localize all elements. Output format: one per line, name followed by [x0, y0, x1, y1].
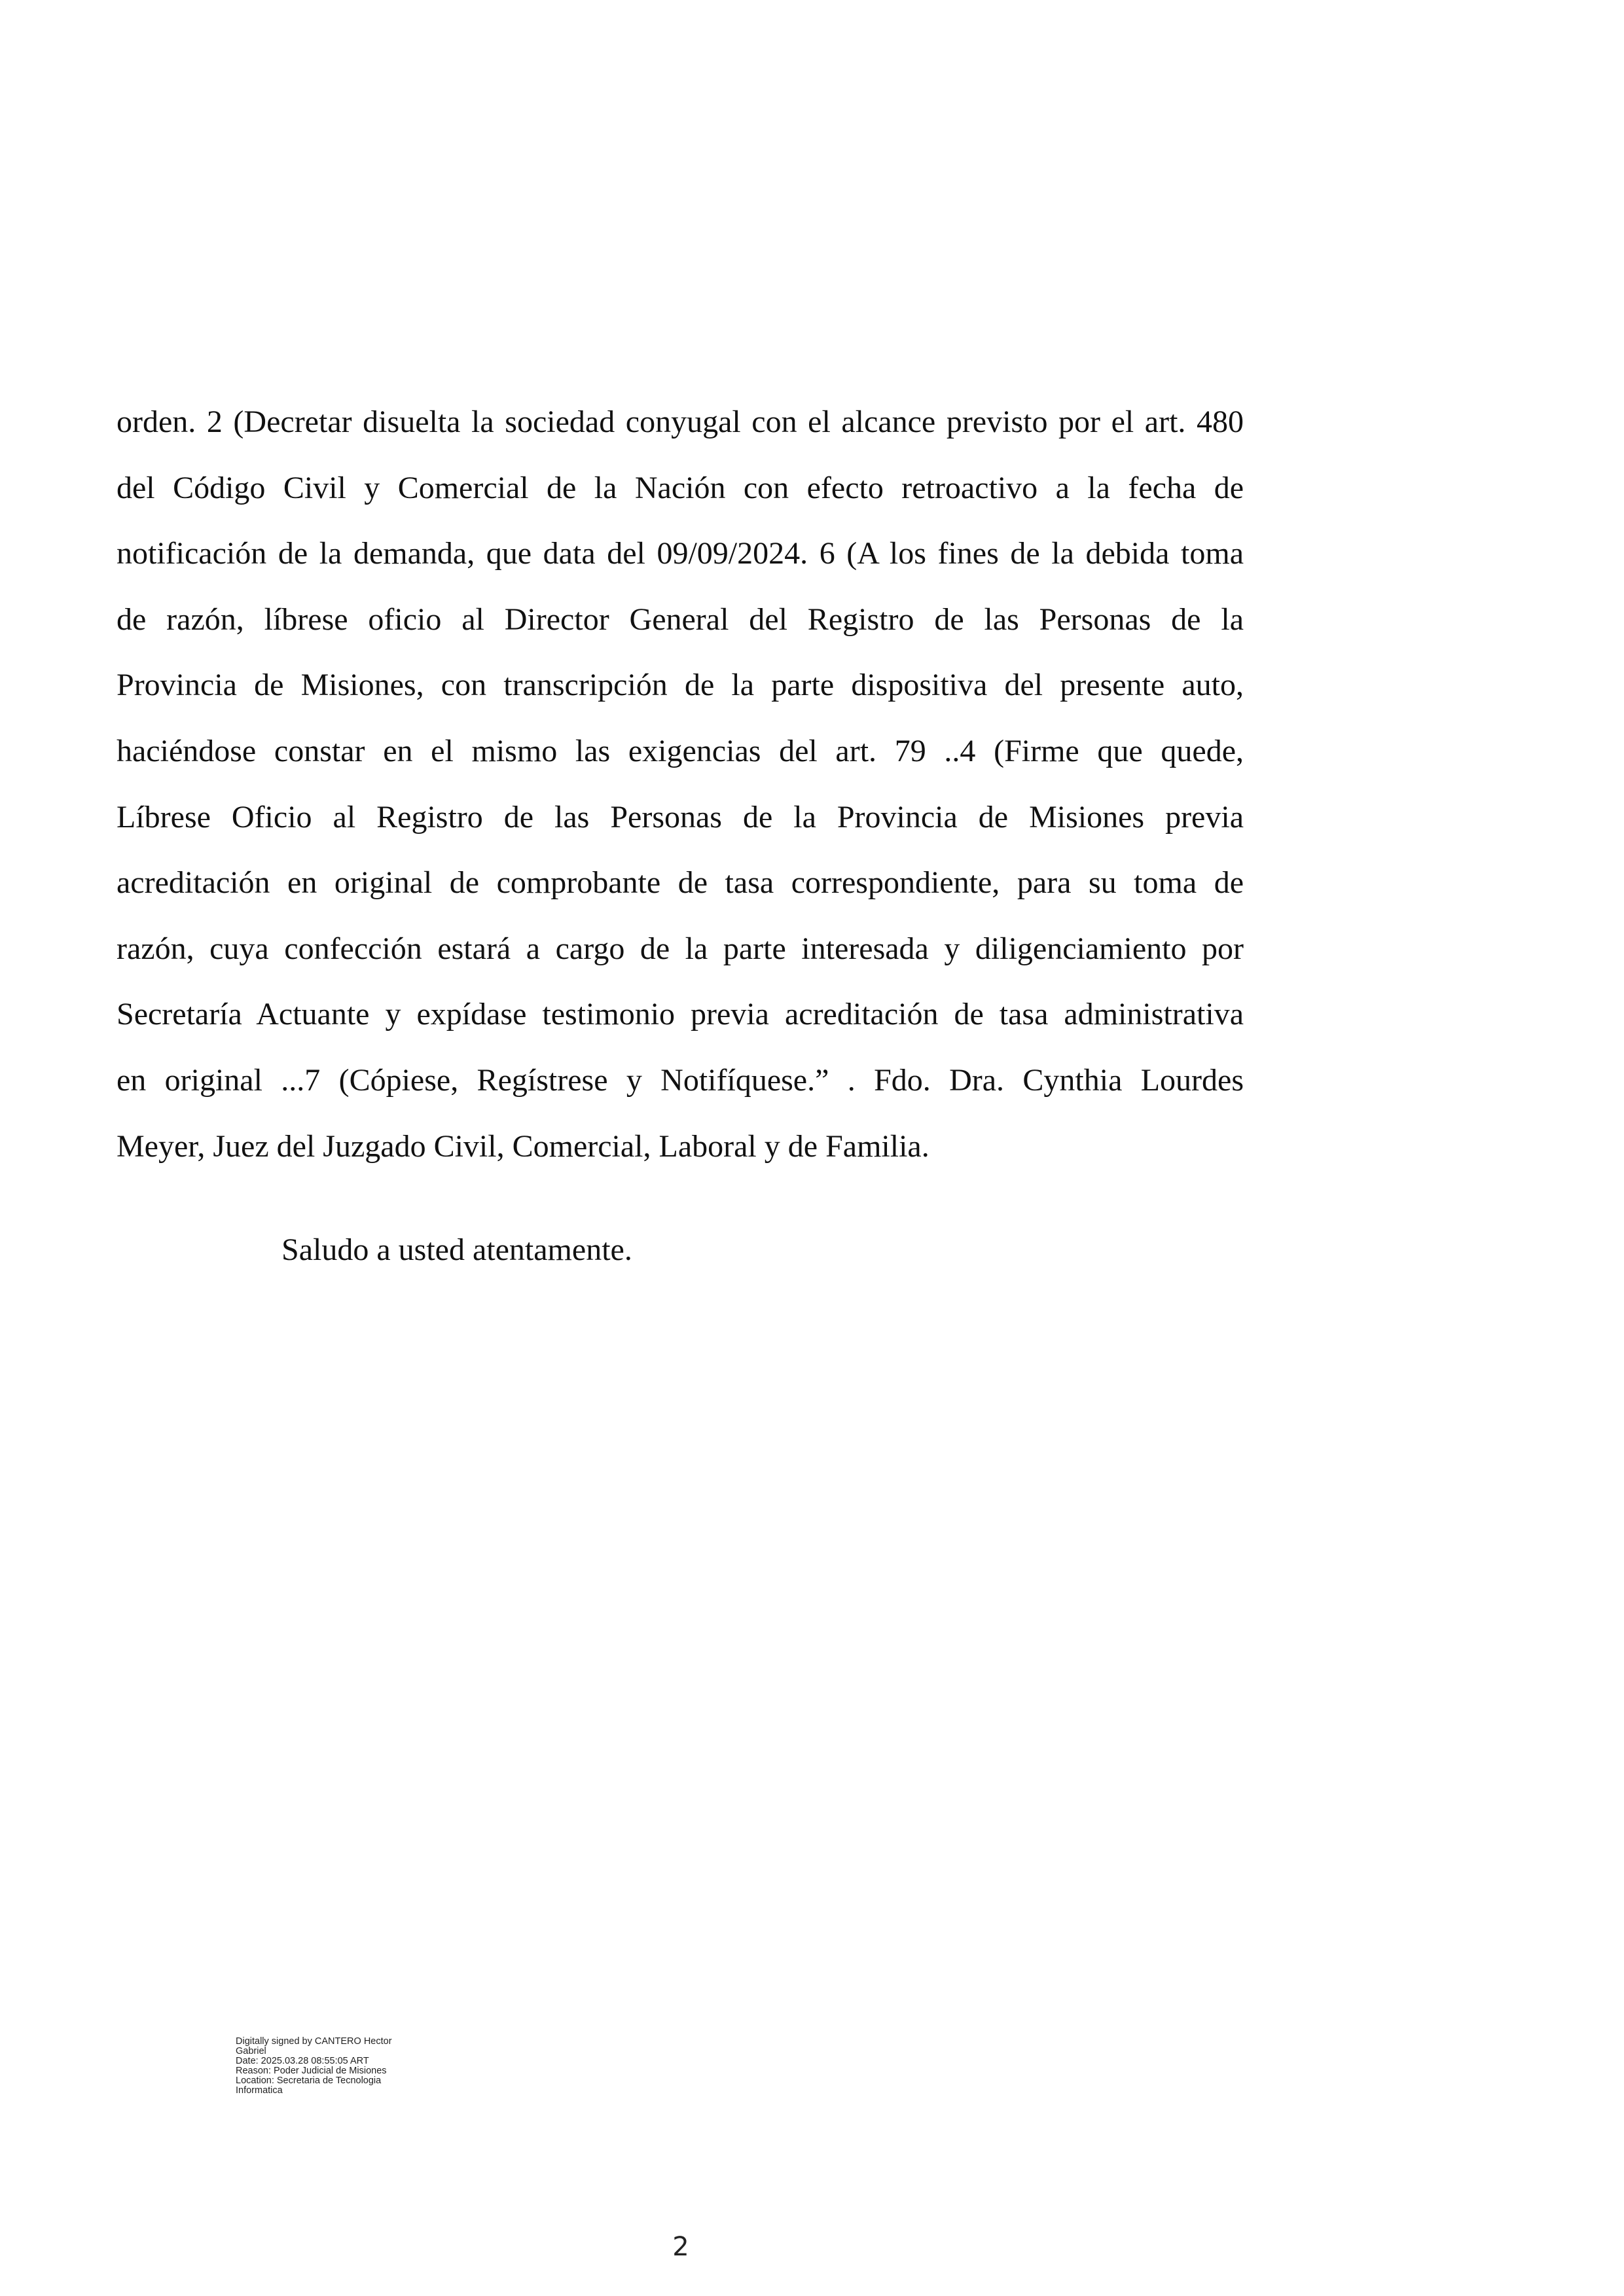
- body-line: razón, cuya confección estará a cargo de la parte interesada y diligenciamiento por: [117, 931, 1244, 966]
- body-line: en original ...7 (Cópiese, Regístrese y Notifíquese.” . Fdo. Dra. Cynthia Lourdes: [117, 1062, 1244, 1098]
- body-line: acreditación en original de comprobante de tasa correspondiente, para su toma de: [117, 865, 1244, 901]
- signature-line: Date: 2025.03.28 08:55:05 ART: [236, 2056, 369, 2066]
- signature-line: Informatica: [236, 2085, 283, 2096]
- page-number: 2: [672, 2232, 689, 2262]
- signature-line: Digitally signed by CANTERO Hector: [236, 2036, 392, 2047]
- signature-line: Reason: Poder Judicial de Misiones: [236, 2066, 387, 2076]
- body-line: Secretaría Actuante y expídase testimonio previa acreditación de tasa administrativa: [117, 997, 1244, 1032]
- closing-salutation: Saludo a usted atentamente.: [281, 1232, 632, 1267]
- body-line: Provincia de Misiones, con transcripción de la parte dispositiva del presente auto,: [117, 668, 1244, 703]
- body-line: del Código Civil y Comercial de la Nación con efecto retroactivo a la fecha de: [117, 470, 1244, 505]
- digital-signature-block: [236, 2037, 445, 2096]
- body-line: haciéndose constar en el mismo las exigencias del art. 79 ..4 (Firme que quede,: [117, 733, 1244, 768]
- signature-line: Gabriel: [236, 2046, 266, 2056]
- body-line: de razón, líbrese oficio al Director General del Registro de las Personas de la: [117, 601, 1244, 637]
- body-line: Meyer, Juez del Juzgado Civil, Comercial, Laboral y de Familia.: [117, 1128, 929, 1164]
- signature-line: Location: Secretaria de Tecnologia: [236, 2075, 382, 2086]
- body-line: Líbrese Oficio al Registro de las Personas de la Provincia de Misiones previa: [117, 799, 1244, 834]
- body-line: notificación de la demanda, que data del 09/09/2024. 6 (A los fines de la debida toma: [117, 536, 1244, 571]
- body-line: orden. 2 (Decretar disuelta la sociedad conyugal con el alcance previsto por el art. 480: [117, 404, 1244, 439]
- body-paragraph: [117, 389, 1244, 1179]
